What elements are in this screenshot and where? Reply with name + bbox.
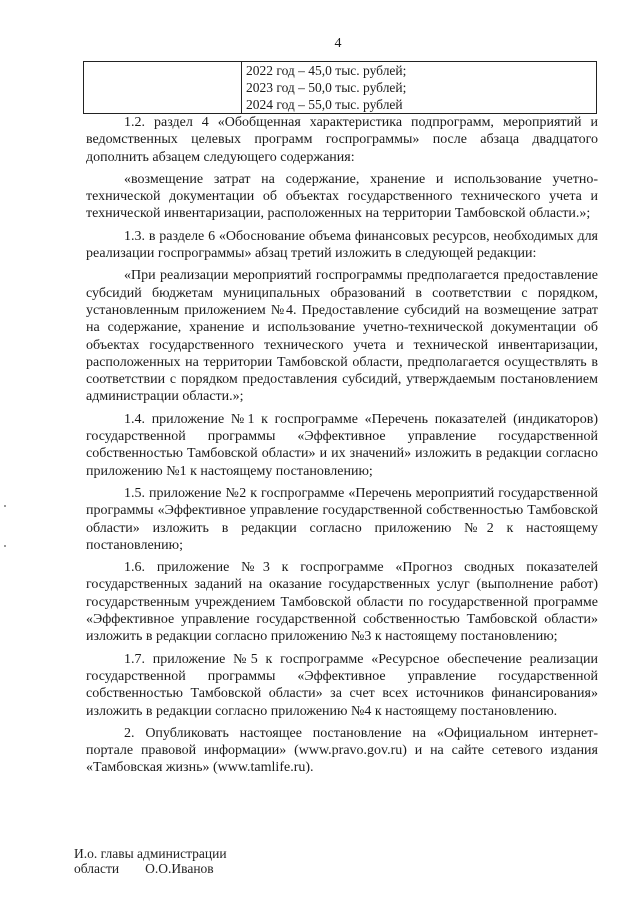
paragraph-1-7: 1.7. приложение №5 к госпрограмме «Ресурсное обеспечение реализации государственной программы «Эффективное управление государственной собственностью Тамбовской области» за счет всех источников финансирования» изложить в редакции согласно приложению №4 к настоящему постановлению. [86,651,598,719]
signature-line [74,861,227,876]
signature-title: И.о. главы администрации [74,846,227,861]
signature-position: области [74,861,120,876]
paragraph-1-4: 1.4. приложение №1 к госпрограмме «Перечень показателей (индикаторов) государственной программы «Эффективное управление государственной собственностью Тамбовской области» и их значений» изложить в редакции согласно приложению №1 к настоящему постановлению; [86,411,598,479]
signature-block [74,846,227,876]
document-body [86,114,598,782]
funding-table [83,61,597,114]
page-number: 4 [334,36,342,51]
paragraph-2: 2. Опубликовать настоящее постановление на «Официальном интернет-портале правовой информации» (www.pravo.gov.ru) и на сайте сетевого издания «Тамбовская жизнь» (www.tamlife.ru). [86,725,598,776]
table-value-2024: 2024 год – 55,0 тыс. рублей [246,97,403,112]
table-cell-values [242,62,597,114]
paragraph-1-6: 1.6. приложение №3 к госпрограмме «Прогноз сводных показателей государственных заданий на оказание государственных услуг (выполнение работ) государственным учреждением Тамбовской области по государственной программе «Эффективное управление государственной собственностью Тамбовской области» изложить в редакции согласно приложению №3 к настоящему постановлению; [86,560,598,645]
scan-mark [4,505,6,507]
paragraph-quote-2: «При реализации мероприятий госпрограммы предполагается предоставление субсидий бюджетам муниципальных образований в соответствии с порядком, установленным приложением №4. Предоставление субсидий на возмещение затрат на содержание, хранение и использование учетно-технической документации об объектах государственного технического учета и технической инвентаризации, расположенных на территории Тамбовской области, предполагается осуществлять в соответствии с порядком предоставления субсидий, утверждаемым постановлением администрации области.»; [86,268,598,405]
signature-name: О.О.Иванов [145,861,214,876]
scan-mark [4,545,6,547]
table-row [84,62,597,114]
paragraph-quote-1: «возмещение затрат на содержание, хранение и использование учетно-технической документации об объектах государственного технического учета и технической инвентаризации, расположенных на территории Тамбовской области.»; [86,171,598,222]
table-cell-empty [84,62,242,114]
paragraph-1-2: 1.2. раздел 4 «Обобщенная характеристика подпрограмм, мероприятий и ведомственных целевых программ госпрограммы» после абзаца двадцатого дополнить абзацем следующего содержания: [86,115,598,165]
table-value-2022: 2022 год – 45,0 тыс. рублей; [246,63,407,78]
paragraph-1-5: 1.5. приложение №2 к госпрограмме «Перечень мероприятий государственной программы «Эффективное управление государственной собственностью Тамбовской области» изложить в редакции согласно приложению №2 к настоящему постановлению; [86,485,598,553]
table-value-2023: 2023 год – 50,0 тыс. рублей; [246,80,407,95]
paragraph-1-3: 1.3. в разделе 6 «Обоснование объема финансовых ресурсов, необходимых для реализации госпрограммы» абзац третий изложить в следующей редакции: [86,228,598,262]
